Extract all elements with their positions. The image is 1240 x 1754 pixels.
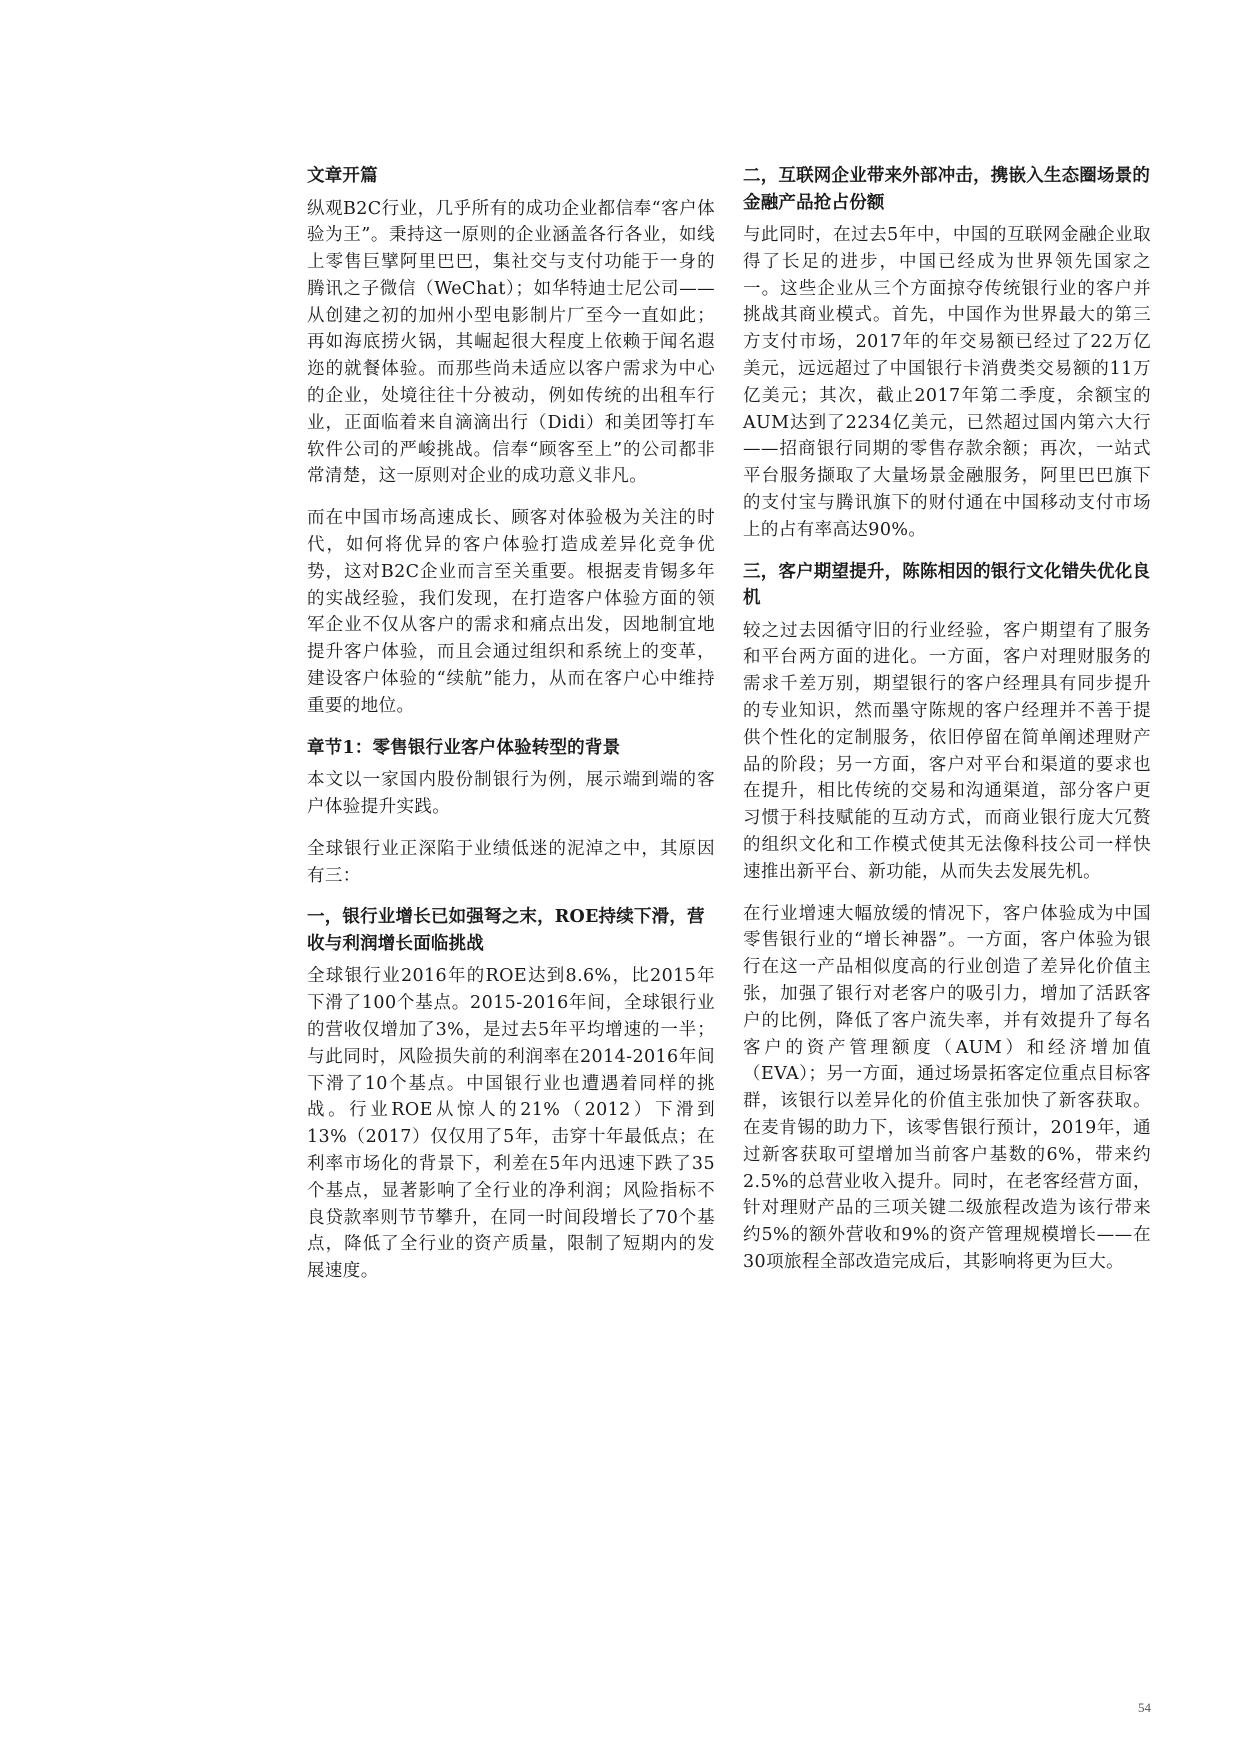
intro-paragraph-1: 纵观B2C行业，几乎所有的成功企业都信奉“客户体验为王”。秉持这一原则的企业涵盖各行各业，如线上零售巨擘阿里巴巴，集社交与支付功能于一身的腾讯之子微信（WeChat）；如华特迪士尼公司——从创建之初的加州小型电影制片厂至今一直如此；再如海底捞火锅，其崛起很大程度上依赖于闻名遐迩的就餐体验。而那些尚未适应以客户需求为中心的企业，处境往往十分被动，例如传统的出租车行业，正面临着来自滴滴出行（Didi）和美团等打车软件公司的严峻挑战。信奉“顾客至上”的公司都非常清楚，这一原则对企业的成功意义非凡。 [307,198,715,487]
section-1-paragraph: 全球银行业2016年的ROE达到8.6%，比2015年下滑了100个基点。2015-2016年间，全球银行业的营收仅增加了3%，是过去5年平均增速的一半；与此同时，风险损失前的利润率在2014-2016年间下滑了10个基点。中国银行业也遭遇着同样的挑战。行业ROE从惊人的21%（2012）下滑到13%（2017）仅仅用了5年，击穿十年最低点；在利率市场化的背景下，利差在5年内迅速下跌了35个基点，显著影响了全行业的净利润；风险指标不良贷款率则节节攀升，在同一时间段增长了70个基点，降低了全行业的资产质量，限制了短期内的发展速度。 [307,966,715,1282]
section-3-heading: 三，客户期望提升，陈陈相因的银行文化错失优化良机 [743,561,1151,609]
right-column [743,163,1151,1276]
section-3-paragraph-2: 在行业增速大幅放缓的情况下，客户体验成为中国零售银行业的“增长神器”。一方面，客户体验为银行在这一产品相似度高的行业创造了差异化价值主张，加强了银行对老客户的吸引力，增加了活跃客户的比例，降低了客户流失率，并有效提升了每名客户的资产管理额度（AUM）和经济增加值（EVA）；另一方面，通过场景拓客定位重点目标客群，该银行以差异化的价值主张加快了新客获取。在麦肯锡的助力下，该零售银行预计，2019年，通过新客获取可望增加当前客户基数的6%，带来约2.5%的总营业收入提升。同时，在老客经营方面，针对理财产品的三项关键二级旅程改造为该行带来约5%的额外营收和9%的资产管理规模增长——在30项旅程全部改造完成后，其影响将更为巨大。 [743,903,1151,1272]
section-2-heading: 二，互联网企业带来外部冲击，携嵌入生态圈场景的金融产品抢占份额 [743,166,1151,213]
left-column [307,163,715,1285]
chapter-paragraph-1: 本文以一家国内股份制银行为例，展示端到端的客户体验提升实践。 [307,770,715,817]
page-number: 54 [1138,1700,1151,1715]
section-2-paragraph: 与此同时，在过去5年中，中国的互联网金融企业取得了长足的进步，中国已经成为世界领先国家之一。这些企业从三个方面掠夺传统银行业的客户并挑战其商业模式。首先，中国作为世界最大的第三方支付市场，2017年的年交易额已经过了22万亿美元，远远超过了中国银行卡消费类交易额的11万亿美元；其次，截止2017年第二季度，余额宝的AUM达到了2234亿美元，已然超过国内第六大行——招商银行同期的零售存款余额；再次，一站式平台服务撷取了大量场景金融服务，阿里巴巴旗下的支付宝与腾讯旗下的财付通在中国移动支付市场上的占有率高达90%。 [743,225,1151,540]
intro-heading: 文章开篇 [307,166,378,186]
section-3-paragraph-1: 较之过去因循守旧的行业经验，客户期望有了服务和平台两方面的进化。一方面，客户对理财服务的需求千差万别，期望银行的客户经理具有同步提升的专业知识，然而墨守陈规的客户经理并不善于提供个性化的定制服务，依旧停留在简单阐述理财产品的阶段；另一方面，客户对平台和渠道的要求也在提升，相比传统的交易和沟通渠道，部分客户更习惯于科技赋能的互动方式，而商业银行庞大冗赘的组织文化和工作模式使其无法像科技公司一样快速推出新平台、新功能，从而失去发展先机。 [743,620,1151,882]
chapter-paragraph-2: 全球银行业正深陷于业绩低迷的泥淖之中，其原因有三： [307,838,715,886]
intro-paragraph-2: 而在中国市场高速成长、顾客对体验极为关注的时代，如何将优异的客户体验打造成差异化竞争优势，这对B2C企业而言至关重要。根据麦肯锡多年的实战经验，我们发现，在打造客户体验方面的领军企业不仅从客户的需求和痛点出发，因地制宜地提升客户体验，而且会通过组织和系统上的变革，建设客户体验的“续航”能力，从而在客户心中维持重要的地位。 [307,508,715,716]
section-1-heading: 一，银行业增长已如强弩之末，ROE持续下滑，营收与利润增长面临挑战 [307,907,705,954]
chapter-heading: 章节1：零售银行业客户体验转型的背景 [307,737,621,758]
